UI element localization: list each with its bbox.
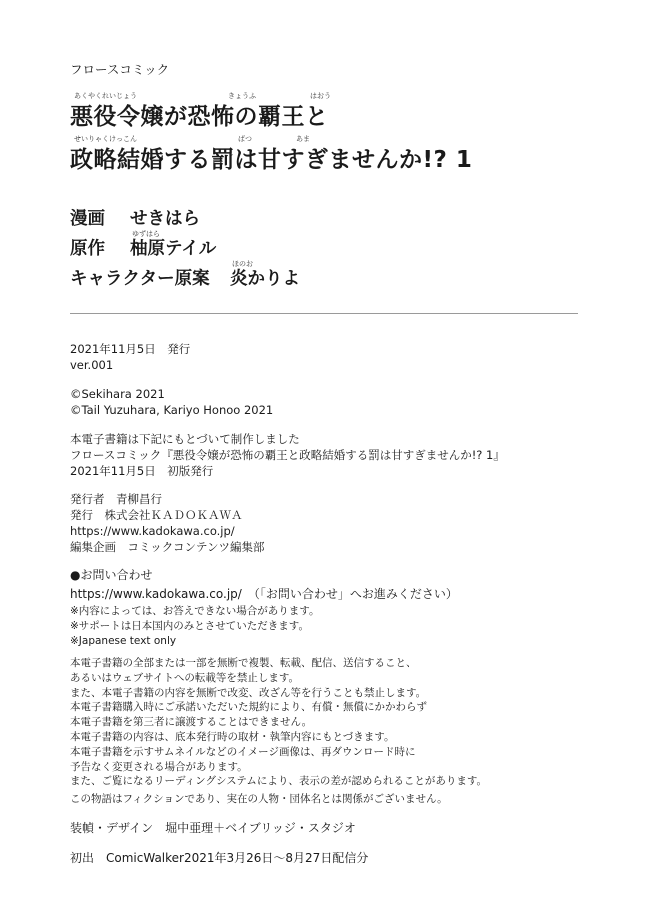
contact-note: ※Japanese text only <box>70 635 177 647</box>
source-line: 2021年11月5日 初版発行 <box>70 464 214 478</box>
credit-name-character: 炎かりよ <box>230 269 300 289</box>
title-ruby-kyoufu: きょうふ <box>228 92 256 100</box>
credit-ruby-honoo: ほのお <box>232 260 253 268</box>
title-line-1: 悪役令嬢が恐怖の覇王と <box>70 104 329 130</box>
title-line-2: 政略結婚する罰は甘すぎませんか!? 1 <box>70 147 473 173</box>
title-ruby-ama: あま <box>296 135 310 143</box>
publisher-line: 発行 株式会社ＫＡＤＯＫＡＷＡ <box>70 508 243 522</box>
title-ruby-seiryakukekkon: せいりゃくけっこん <box>74 135 137 143</box>
publisher-block <box>70 491 264 555</box>
contact-block <box>70 566 458 649</box>
contact-note: ※内容によっては、お答えできない場合があります。 <box>70 605 320 617</box>
legal-line: 本電子書籍を示すサムネイルなどのイメージ画像は、再ダウンロード時に <box>70 745 416 758</box>
legal-line: 本電子書籍の全部または一部を無断で複製、転載、配信、送信すること、 <box>70 657 417 669</box>
legal-line: また、ご覧になるリーディングシステムにより、表示の差が認められることがあります。 <box>70 775 488 788</box>
version: ver.001 <box>70 358 114 372</box>
fiction-note: この物語はフィクションであり、実在の人物・団体名とは関係がございません。 <box>70 793 448 805</box>
legal-line: また、本電子書籍の内容を無断で改変、改ざん等を行うことも禁止します。 <box>70 686 427 699</box>
credit-name-manga: せきはら <box>130 209 200 229</box>
title-ruby-batsu: ばつ <box>238 135 252 143</box>
legal-line: 本電子書籍購入時にご承諾いただいた規約により、有償・無償にかかわらず <box>70 701 427 714</box>
legal-line: あるいはウェブサイトへの転載等を禁止します。 <box>70 671 300 684</box>
legal-block <box>70 656 487 789</box>
contact-url[interactable]: https://www.kadokawa.co.jp/ （「お問い合わせ」へお進みください） <box>70 587 458 601</box>
imprint-label: フロースコミック <box>70 62 170 77</box>
publication-info <box>70 341 190 373</box>
source-line: フロースコミック『悪役令嬢が恐怖の覇王と政略結婚する罰は甘すぎませんか!? 1』 <box>70 448 505 462</box>
copyright-block <box>70 386 273 418</box>
credit-ruby-yuzuhara: ゆずはら <box>132 230 160 238</box>
credit-name-original: 柚原テイル <box>130 239 217 259</box>
publication-date: 2021年11月5日 発行 <box>70 342 191 356</box>
publisher-line: 編集企画 コミックコンテンツ編集部 <box>70 540 265 554</box>
first-appearance: 初出 ComicWalker2021年3月26日～8月27日配信分 <box>70 851 369 865</box>
legal-line: 本電子書籍の内容は、底本発行時の取材・執筆内容にもとづきます。 <box>70 730 395 743</box>
credit-role-character: キャラクター原案 <box>70 269 210 289</box>
contact-note: ※サポートは日本国内のみとさせていただきます。 <box>70 620 309 632</box>
design-credit: 装幀・デザイン 堀中亜理＋ベイブリッジ・スタジオ <box>70 821 356 835</box>
legal-line: 本電子書籍を第三者に譲渡することはできません。 <box>70 716 313 729</box>
publisher-line: 発行者 青柳昌行 <box>70 492 162 506</box>
legal-line: 予告なく変更される場合があります。 <box>70 760 248 773</box>
credit-role-manga: 漫画 <box>70 209 105 229</box>
publisher-url[interactable]: https://www.kadokawa.co.jp/ <box>70 524 235 538</box>
contact-heading: ●お問い合わせ <box>70 568 153 582</box>
source-block <box>70 431 505 479</box>
credit-role-original: 原作 <box>70 239 105 259</box>
title-ruby-haou: はおう <box>310 92 331 100</box>
title-ruby-akuyakureijou: あくやくれいじょう <box>74 92 137 100</box>
copyright-line: ©Sekihara 2021 <box>70 387 165 401</box>
copyright-line: ©Tail Yuzuhara, Kariyo Honoo 2021 <box>70 403 274 417</box>
source-line: 本電子書籍は下記にもとづいて制作しました <box>70 432 300 446</box>
divider <box>70 313 578 314</box>
